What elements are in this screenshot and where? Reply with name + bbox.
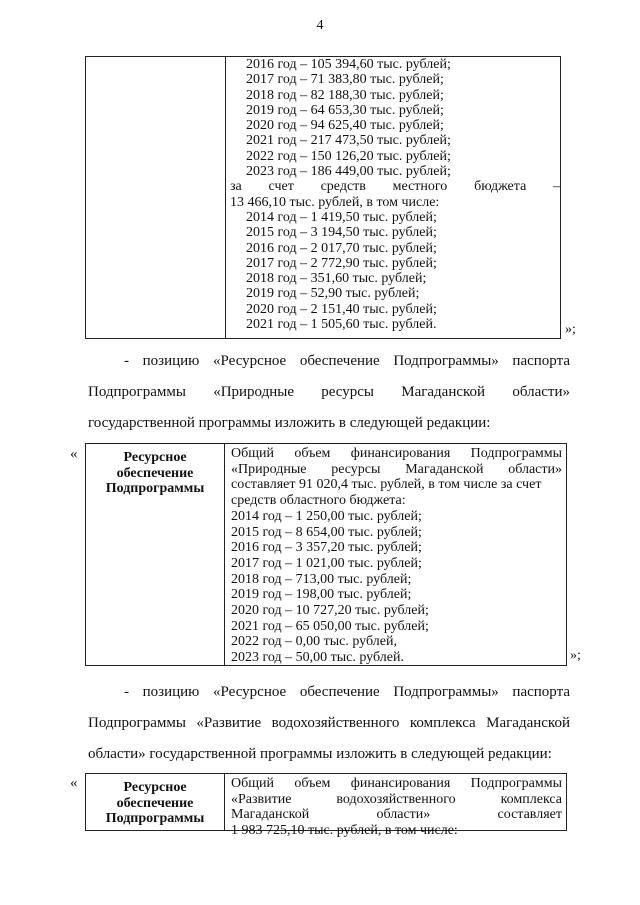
resource-provision-text [231, 776, 562, 839]
year-line: 2016 год – 3 357,20 тыс. рублей; [231, 540, 422, 556]
paragraph-line: - позицию «Ресурсное обеспечение Подпрограммы» паспорта [124, 684, 570, 700]
funding-table-continuation [85, 56, 561, 339]
year-line: 2014 год – 1 419,50 тыс. рублей; [246, 209, 437, 225]
year-line: 2017 год – 1 021,00 тыс. рублей; [231, 555, 422, 571]
table-right-cell [230, 57, 560, 332]
resource-provision-table [85, 773, 567, 839]
year-line: 2016 год – 105 394,60 тыс. рублей; [246, 57, 451, 72]
year-line: 2017 год – 2 772,90 тыс. рублей; [246, 255, 437, 271]
closing-quote: »; [565, 322, 576, 337]
page-number: 4 [316, 18, 324, 33]
year-line: 2017 год – 71 383,80 тыс. рублей; [246, 72, 444, 88]
local-budget-line: за счет средств местного бюджета – [230, 179, 561, 195]
resource-provision-heading: Ресурсное обеспечение Подпрограммы [86, 444, 225, 665]
year-line: 2018 год – 351,60 тыс. рублей; [246, 271, 427, 287]
paragraph-line: области» государственной программы изложить в следующей редакции: [88, 746, 552, 762]
year-line: 2015 год – 8 654,00 тыс. рублей; [231, 524, 422, 540]
year-line: 2021 год – 1 505,60 тыс. рублей. [246, 317, 437, 333]
year-line: 2019 год – 198,00 тыс. рублей; [231, 587, 412, 603]
text-line: составляет 91 020,4 тыс. рублей, в том числе за счет [231, 477, 542, 493]
year-line: 2019 год – 64 653,30 тыс. рублей; [246, 102, 444, 118]
paragraph-line: Подпрограммы «Развитие водохозяйственного комплекса Магаданской [88, 715, 570, 731]
local-budget-total: 13 466,10 тыс. рублей, в том числе: [230, 194, 440, 210]
year-line: 2020 год – 2 151,40 тыс. рублей; [246, 301, 437, 317]
year-line: 2021 год – 65 050,00 тыс. рублей; [231, 618, 429, 634]
text-line: «Природные ресурсы Магаданской области» [231, 461, 563, 477]
opening-quote: « [70, 775, 78, 791]
text-line: Магаданской области» составляет [231, 807, 562, 823]
year-line: 2021 год – 217 473,50 тыс. рублей; [246, 133, 451, 149]
text-line: Общий объем финансирования Подпрограммы [231, 446, 563, 461]
resource-provision-heading: Ресурсное обеспечение Подпрограммы [86, 774, 225, 830]
year-line: 2020 год – 10 727,20 тыс. рублей; [231, 603, 429, 619]
year-line: 2014 год – 1 250,00 тыс. рублей; [231, 508, 422, 524]
resource-provision-table [85, 443, 567, 666]
paragraph-line: - позицию «Ресурсное обеспечение Подпрограммы» паспорта [124, 353, 570, 369]
year-line: 2022 год – 0,00 тыс. рублей, [231, 634, 397, 650]
year-line: 2015 год – 3 194,50 тыс. рублей; [246, 225, 437, 241]
amendment-paragraph [88, 677, 570, 770]
text-line: средств областного бюджета: [231, 493, 406, 509]
year-line: 2018 год – 713,00 тыс. рублей; [231, 571, 412, 587]
closing-quote: »; [570, 648, 581, 663]
year-line: 2016 год – 2 017,70 тыс. рублей; [246, 240, 437, 256]
year-line: 2023 год – 186 449,00 тыс. рублей; [246, 164, 451, 180]
year-line: 2018 год – 82 188,30 тыс. рублей; [246, 87, 444, 103]
year-line: 2020 год – 94 625,40 тыс. рублей; [246, 118, 444, 134]
text-line: «Развитие водохозяйственного комплекса [231, 791, 562, 807]
paragraph-line: государственной программы изложить в следующей редакции: [88, 415, 491, 431]
text-line: 1 983 725,10 тыс. рублей, в том числе: [231, 823, 458, 839]
year-line: 2019 год – 52,90 тыс. рублей; [246, 286, 420, 302]
paragraph-line: Подпрограммы «Природные ресурсы Магаданской области» [88, 384, 570, 400]
year-line: 2022 год – 150 126,20 тыс. рублей; [246, 148, 451, 164]
year-line: 2023 год – 50,00 тыс. рублей. [231, 650, 404, 666]
text-line: Общий объем финансирования Подпрограммы [231, 776, 563, 791]
table-left-cell [86, 57, 226, 338]
opening-quote: « [70, 446, 78, 462]
amendment-paragraph [88, 346, 570, 439]
resource-provision-text [231, 446, 562, 666]
